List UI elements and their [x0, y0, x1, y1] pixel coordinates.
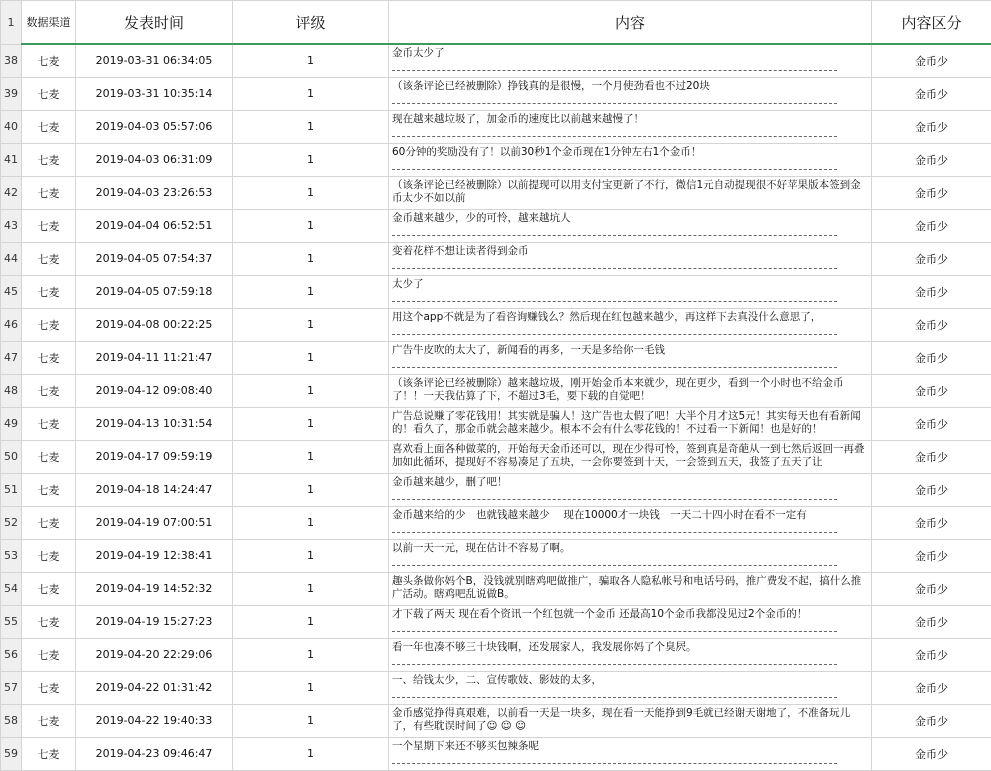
- time-cell[interactable]: 2019-04-08 00:22:25: [76, 308, 233, 341]
- channel-cell[interactable]: 七麦: [22, 110, 76, 143]
- rating-cell[interactable]: 1: [233, 440, 389, 473]
- time-cell[interactable]: 2019-04-05 07:59:18: [76, 275, 233, 308]
- content-cell[interactable]: [389, 572, 872, 605]
- category-cell[interactable]: 金币少: [872, 374, 991, 407]
- col-header-channel[interactable]: 数据渠道: [22, 1, 76, 45]
- col-header-category[interactable]: 内容区分: [872, 1, 991, 45]
- row-number[interactable]: 42: [1, 176, 22, 209]
- row-number[interactable]: 57: [1, 671, 22, 704]
- rating-cell[interactable]: 1: [233, 176, 389, 209]
- time-cell[interactable]: 2019-03-31 10:35:14: [76, 77, 233, 110]
- time-cell[interactable]: 2019-04-05 07:54:37: [76, 242, 233, 275]
- content-cell[interactable]: [389, 341, 872, 374]
- rating-cell[interactable]: 1: [233, 605, 389, 638]
- content-text: 太少了: [392, 277, 424, 290]
- col-header-time[interactable]: 发表时间: [76, 1, 233, 45]
- content-text: 广告总说赚了零花钱用！其实就是骗人！这广告也太假了吧！大半个月才这5元！其实每天也有看新闻的！看久了，那金币就会越来越少。根本不会有什么零花钱的！不过看一下新闻！也是好的！: [392, 409, 861, 435]
- rating-cell[interactable]: 1: [233, 341, 389, 374]
- table-row: [1, 473, 991, 506]
- time-cell[interactable]: 2019-04-19 14:52:32: [76, 572, 233, 605]
- channel-cell[interactable]: 七麦: [22, 374, 76, 407]
- category-cell[interactable]: 金币少: [872, 539, 991, 572]
- time-cell[interactable]: 2019-04-22 19:40:33: [76, 704, 233, 737]
- dashed-separator: [392, 169, 837, 170]
- table-row: [1, 374, 991, 407]
- channel-cell[interactable]: 七麦: [22, 572, 76, 605]
- row-number[interactable]: 55: [1, 605, 22, 638]
- rating-cell[interactable]: 1: [233, 506, 389, 539]
- content-text: 一个星期下来还不够买包辣条呢: [392, 739, 539, 752]
- row-number[interactable]: 38: [1, 44, 22, 77]
- content-cell[interactable]: [389, 737, 872, 770]
- table-row: [1, 572, 991, 605]
- row-number[interactable]: 59: [1, 737, 22, 770]
- dashed-separator: [392, 532, 837, 533]
- col-header-content[interactable]: 内容: [389, 1, 872, 45]
- table-row: [1, 209, 991, 242]
- time-cell[interactable]: 2019-04-19 12:38:41: [76, 539, 233, 572]
- content-cell[interactable]: [389, 110, 872, 143]
- rating-cell[interactable]: 1: [233, 671, 389, 704]
- content-text: 以前一天一元，现在估计不容易了啊。: [392, 541, 571, 554]
- channel-cell[interactable]: 七麦: [22, 242, 76, 275]
- time-cell[interactable]: 2019-04-17 09:59:19: [76, 440, 233, 473]
- dashed-separator: [392, 334, 837, 335]
- rating-cell[interactable]: 1: [233, 308, 389, 341]
- channel-cell[interactable]: 七麦: [22, 638, 76, 671]
- row-number[interactable]: 44: [1, 242, 22, 275]
- content-cell[interactable]: [389, 473, 872, 506]
- content-text: 喜欢看上面各种做菜的，开始每天金币还可以，现在少得可怜，签到真是奇葩从一到七然后返回一再叠加如此循环，提现好不容易凑足了五块，一会你要签到十天，一会签到五天，我签了五天了让: [392, 442, 865, 468]
- dashed-separator: [392, 763, 837, 764]
- time-cell[interactable]: 2019-04-13 10:31:54: [76, 407, 233, 440]
- col-header-rating[interactable]: 评级: [233, 1, 389, 45]
- row-number[interactable]: 47: [1, 341, 22, 374]
- category-cell[interactable]: 金币少: [872, 143, 991, 176]
- content-text: 金币越来越少，少的可怜，越来越坑人: [392, 211, 571, 224]
- time-cell[interactable]: 2019-04-23 09:46:47: [76, 737, 233, 770]
- content-text: 金币太少了: [392, 47, 445, 59]
- rating-cell[interactable]: 1: [233, 275, 389, 308]
- time-cell[interactable]: 2019-04-12 09:08:40: [76, 374, 233, 407]
- dashed-separator: [392, 301, 837, 302]
- content-text: 金币越来给的少 也就钱越来越少 现在10000才一块钱 一天二十四小时在看不一定有: [392, 508, 807, 521]
- content-cell[interactable]: [389, 506, 872, 539]
- table-row: [1, 737, 991, 770]
- category-cell[interactable]: 金币少: [872, 110, 991, 143]
- dashed-separator: [392, 499, 837, 500]
- category-cell[interactable]: 金币少: [872, 506, 991, 539]
- category-cell[interactable]: 金币少: [872, 440, 991, 473]
- content-text: 才下载了两天 现在看个资讯一个红包就一个金币 还最高10个金币我都没见过2个金币的！: [392, 607, 808, 620]
- channel-cell[interactable]: 七麦: [22, 473, 76, 506]
- channel-cell[interactable]: 七麦: [22, 440, 76, 473]
- time-cell[interactable]: 2019-04-22 01:31:42: [76, 671, 233, 704]
- table-row: [1, 539, 991, 572]
- content-cell[interactable]: [389, 374, 872, 407]
- rating-cell[interactable]: 1: [233, 704, 389, 737]
- content-cell[interactable]: [389, 176, 872, 209]
- content-text: 变着花样不想让读者得到金币: [392, 244, 529, 257]
- rating-cell[interactable]: 1: [233, 572, 389, 605]
- row-number[interactable]: 45: [1, 275, 22, 308]
- channel-cell[interactable]: 七麦: [22, 209, 76, 242]
- row-number[interactable]: 40: [1, 110, 22, 143]
- table-row: [1, 407, 991, 440]
- channel-cell[interactable]: 七麦: [22, 539, 76, 572]
- time-cell[interactable]: 2019-04-11 11:21:47: [76, 341, 233, 374]
- row-number[interactable]: 46: [1, 308, 22, 341]
- rating-cell[interactable]: 1: [233, 407, 389, 440]
- content-text: （该条评论已经被删除）以前提现可以用支付宝更新了不行，微信1元自动提现很不好苹果版本签到金币太少不如以前: [392, 178, 861, 204]
- channel-cell[interactable]: 七麦: [22, 143, 76, 176]
- row-number[interactable]: 58: [1, 704, 22, 737]
- row-number[interactable]: 51: [1, 473, 22, 506]
- table-row: [1, 110, 991, 143]
- content-cell[interactable]: [389, 209, 872, 242]
- channel-cell[interactable]: 七麦: [22, 506, 76, 539]
- rating-cell[interactable]: 1: [233, 242, 389, 275]
- content-cell[interactable]: [389, 539, 872, 572]
- time-cell[interactable]: 2019-04-19 07:00:51: [76, 506, 233, 539]
- channel-cell[interactable]: 七麦: [22, 605, 76, 638]
- rating-cell[interactable]: 1: [233, 209, 389, 242]
- content-text: 现在越来越垃圾了，加金币的速度比以前越来越慢了！: [392, 112, 644, 125]
- channel-cell[interactable]: 七麦: [22, 176, 76, 209]
- row-number[interactable]: 53: [1, 539, 22, 572]
- content-cell[interactable]: [389, 143, 872, 176]
- category-cell[interactable]: 金币少: [872, 737, 991, 770]
- dashed-separator: [392, 367, 837, 368]
- dashed-separator: [392, 697, 837, 698]
- row-number[interactable]: 48: [1, 374, 22, 407]
- content-text: （该条评论已经被删除）挣钱真的是很慢，一个月使劲看也不过20块: [392, 79, 710, 92]
- channel-cell[interactable]: 七麦: [22, 44, 76, 77]
- row-number[interactable]: 56: [1, 638, 22, 671]
- content-cell[interactable]: [389, 671, 872, 704]
- table-row: [1, 440, 991, 473]
- table-row: [1, 671, 991, 704]
- content-cell[interactable]: [389, 77, 872, 110]
- time-cell[interactable]: 2019-04-03 23:26:53: [76, 176, 233, 209]
- rating-cell[interactable]: 1: [233, 77, 389, 110]
- content-cell[interactable]: [389, 407, 872, 440]
- row-number[interactable]: 50: [1, 440, 22, 473]
- row-number[interactable]: 52: [1, 506, 22, 539]
- category-cell[interactable]: 金币少: [872, 275, 991, 308]
- table-row: [1, 77, 991, 110]
- channel-cell[interactable]: 七麦: [22, 704, 76, 737]
- time-cell[interactable]: 2019-04-18 14:24:47: [76, 473, 233, 506]
- content-text: （该条评论已经被删除）越来越垃圾，刚开始金币本来就少，现在更少，看到一个小时也不给金币了！！一天我估算了下，不超过3毛，要下载的自觉吧！: [392, 376, 844, 402]
- row-number[interactable]: 43: [1, 209, 22, 242]
- time-cell[interactable]: 2019-04-19 15:27:23: [76, 605, 233, 638]
- dashed-separator: [392, 664, 837, 665]
- dashed-separator: [392, 235, 837, 236]
- category-cell[interactable]: 金币少: [872, 605, 991, 638]
- dashed-separator: [392, 103, 837, 104]
- table-row: [1, 704, 991, 737]
- time-cell[interactable]: 2019-03-31 06:34:05: [76, 44, 233, 77]
- category-cell[interactable]: 金币少: [872, 407, 991, 440]
- content-text: 趣头条做你妈个B，没钱就别瞎鸡吧做推广，骗取各人隐私帐号和电话号码，推广费发不起，搞什么推广活动。瞎鸡吧乱说做B。: [392, 574, 862, 600]
- content-text: 用这个app不就是为了看咨询赚钱么？然后现在红包越来越少，再这样下去真没什么意思了，: [392, 310, 822, 323]
- channel-cell[interactable]: 七麦: [22, 308, 76, 341]
- time-cell[interactable]: 2019-04-20 22:29:06: [76, 638, 233, 671]
- content-cell[interactable]: [389, 704, 872, 737]
- channel-cell[interactable]: 七麦: [22, 671, 76, 704]
- dashed-separator: [392, 631, 837, 632]
- category-cell[interactable]: 金币少: [872, 473, 991, 506]
- rating-cell[interactable]: 1: [233, 473, 389, 506]
- rating-cell[interactable]: 1: [233, 374, 389, 407]
- channel-cell[interactable]: 七麦: [22, 737, 76, 770]
- time-cell[interactable]: 2019-04-03 06:31:09: [76, 143, 233, 176]
- row-number[interactable]: 54: [1, 572, 22, 605]
- category-cell[interactable]: 金币少: [872, 209, 991, 242]
- content-text: 金币感觉挣得真艰难，以前看一天是一块多，现在看一天能挣到9毛就已经谢天谢地了，不准备玩儿了，有些耽误时间了☺ ☺ ☺: [392, 706, 851, 732]
- category-cell[interactable]: 金币少: [872, 341, 991, 374]
- time-cell[interactable]: 2019-04-03 05:57:06: [76, 110, 233, 143]
- category-cell[interactable]: 金币少: [872, 44, 991, 77]
- table-row: [1, 605, 991, 638]
- dashed-separator: [392, 268, 837, 269]
- content-cell[interactable]: [389, 638, 872, 671]
- content-cell[interactable]: [389, 605, 872, 638]
- channel-cell[interactable]: 七麦: [22, 77, 76, 110]
- time-cell[interactable]: 2019-04-04 06:52:51: [76, 209, 233, 242]
- category-cell[interactable]: 金币少: [872, 176, 991, 209]
- rating-cell[interactable]: 1: [233, 110, 389, 143]
- channel-cell[interactable]: 七麦: [22, 407, 76, 440]
- content-cell[interactable]: [389, 308, 872, 341]
- rating-cell[interactable]: 1: [233, 737, 389, 770]
- category-cell[interactable]: 金币少: [872, 572, 991, 605]
- content-cell[interactable]: [389, 242, 872, 275]
- content-text: 看一年也凑不够三十块钱啊，还发展家人，我发展你妈了个臭屄。: [392, 640, 697, 653]
- row-number[interactable]: 49: [1, 407, 22, 440]
- channel-cell[interactable]: 七麦: [22, 275, 76, 308]
- rating-cell[interactable]: 1: [233, 143, 389, 176]
- table-row: [1, 638, 991, 671]
- content-cell[interactable]: [389, 44, 872, 77]
- grid-body: [1, 44, 991, 770]
- table-row: [1, 308, 991, 341]
- rating-cell[interactable]: 1: [233, 44, 389, 77]
- row-header-1[interactable]: 1: [1, 1, 22, 45]
- rating-cell[interactable]: 1: [233, 638, 389, 671]
- table-row: [1, 143, 991, 176]
- table-row: [1, 341, 991, 374]
- row-number[interactable]: 41: [1, 143, 22, 176]
- table-row: [1, 506, 991, 539]
- table-row: [1, 44, 991, 77]
- category-cell[interactable]: 金币少: [872, 308, 991, 341]
- content-text: 60分钟的奖励没有了！以前30秒1个金币现在1分钟左右1个金币！: [392, 145, 702, 158]
- table-row: [1, 176, 991, 209]
- category-cell[interactable]: 金币少: [872, 77, 991, 110]
- content-text: 一、给钱太少，二、宣传歌妓、影妓的太多，: [392, 673, 602, 686]
- header-row: [1, 1, 991, 45]
- content-cell[interactable]: [389, 440, 872, 473]
- category-cell[interactable]: 金币少: [872, 638, 991, 671]
- content-text: 广告牛皮吹的太大了，新闻看的再多，一天是多给你一毛钱: [392, 343, 665, 356]
- dashed-separator: [392, 70, 837, 71]
- category-cell[interactable]: 金币少: [872, 671, 991, 704]
- rating-cell[interactable]: 1: [233, 539, 389, 572]
- table-row: [1, 275, 991, 308]
- content-cell[interactable]: [389, 275, 872, 308]
- category-cell[interactable]: 金币少: [872, 242, 991, 275]
- category-cell[interactable]: 金币少: [872, 704, 991, 737]
- channel-cell[interactable]: 七麦: [22, 341, 76, 374]
- table-row: [1, 242, 991, 275]
- dashed-separator: [392, 136, 837, 137]
- row-number[interactable]: 39: [1, 77, 22, 110]
- content-text: 金币越来越少，删了吧！: [392, 475, 508, 488]
- dashed-separator: [392, 565, 837, 566]
